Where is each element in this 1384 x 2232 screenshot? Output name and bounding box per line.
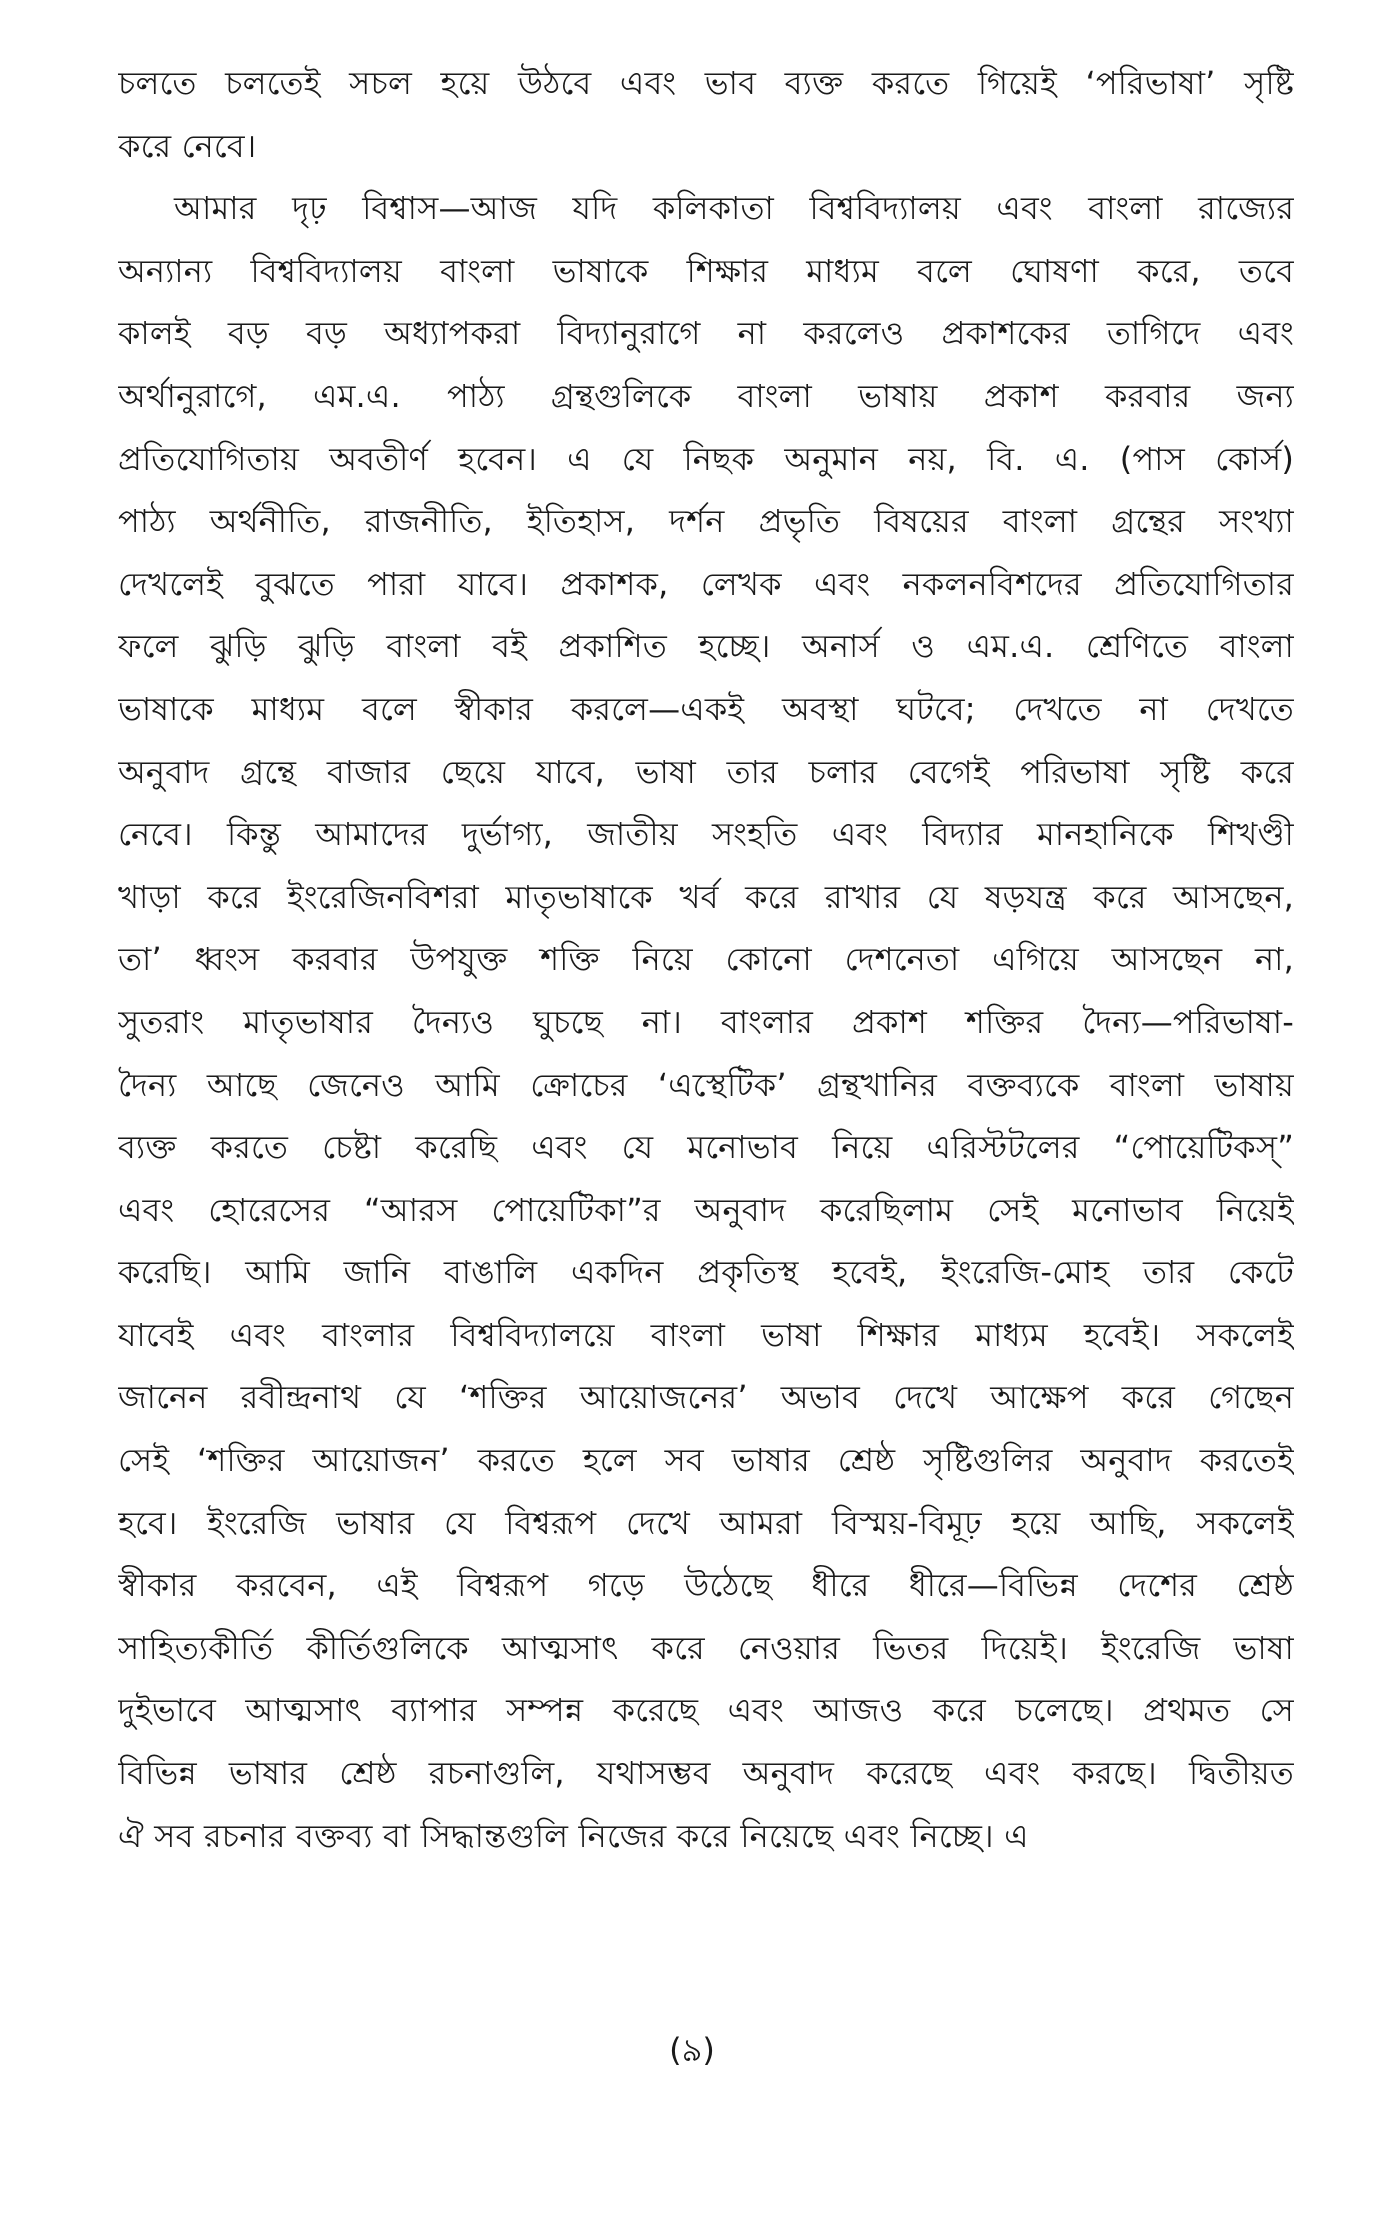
text-line: ঐ সব রচনার বক্তব্য বা সিদ্ধান্তগুলি নিজের করে নিয়েছে এবং নিচ্ছে। এ [118,1816,1029,1855]
text-line: প্রতিযোগিতায় অবতীর্ণ হবেন। এ যে নিছক অনুমান নয়, বি. এ. (পাস কোর্স) [118,439,1294,478]
text-line: দেখলেই বুঝতে পারা যাবে। প্রকাশক, লেখক এবং নকলনবিশদের প্রতিযোগিতার [118,564,1294,603]
text-line: বিভিন্ন ভাষার শ্রেষ্ঠ রচনাগুলি, যথাসম্ভব অনুবাদ করেছে এবং করছে। দ্বিতীয়ত [118,1754,1294,1793]
text-line: নেবে। কিন্তু আমাদের দুর্ভাগ্য, জাতীয় সংহতি এবং বিদ্যার মানহানিকে শিখণ্ডী [118,815,1294,854]
text-line: অর্থানুরাগে, এম.এ. পাঠ্য গ্রন্থগুলিকে বাংলা ভাষায় প্রকাশ করবার জন্য [118,376,1294,415]
text-line: ফলে ঝুড়ি ঝুড়ি বাংলা বই প্রকাশিত হচ্ছে। অনার্স ও এম.এ. শ্রেণিতে বাংলা [118,627,1294,666]
text-line: খাড়া করে ইংরেজিনবিশরা মাতৃভাষাকে খর্ব করে রাখার যে ষড়যন্ত্র করে আসছেন, [118,877,1294,916]
text-line: দৈন্য আছে জেনেও আমি ক্রোচের ‘এস্থেটিক’ গ্রন্থখানির বক্তব্যকে বাংলা ভাষায় [118,1065,1294,1104]
text-line: করেছি। আমি জানি বাঙালি একদিন প্রকৃতিস্থ হবেই, ইংরেজি-মোহ তার কেটে [118,1253,1294,1292]
text-line: সুতরাং মাতৃভাষার দৈন্যও ঘুচছে না। বাংলার প্রকাশ শক্তির দৈন্য—পরিভাষা- [118,1002,1294,1041]
text-line: এবং হোরেসের “আরস পোয়েটিকা”র অনুবাদ করেছিলাম সেই মনোভাব নিয়েই [118,1190,1294,1229]
text-line: কালই বড় বড় অধ্যাপকরা বিদ্যানুরাগে না করলেও প্রকাশকের তাগিদে এবং [118,314,1294,353]
text-line: অনুবাদ গ্রন্থে বাজার ছেয়ে যাবে, ভাষা তার চলার বেগেই পরিভাষা সৃষ্টি করে [118,752,1294,791]
text-line: জানেন রবীন্দ্রনাথ যে ‘শক্তির আয়োজনের’ অভাব দেখে আক্ষেপ করে গেছেন [118,1378,1294,1417]
text-line: আমার দৃঢ় বিশ্বাস—আজ যদি কলিকাতা বিশ্ববিদ্যালয় এবং বাংলা রাজ্যের [174,189,1294,228]
text-line: অন্যান্য বিশ্ববিদ্যালয় বাংলা ভাষাকে শিক্ষার মাধ্যম বলে ঘোষণা করে, তবে [118,251,1294,290]
text-line: ব্যক্ত করতে চেষ্টা করেছি এবং যে মনোভাব নিয়ে এরিস্টটলের “পোয়েটিকস্” [118,1128,1294,1167]
text-line: ভাষাকে মাধ্যম বলে স্বীকার করলে—একই অবস্থা ঘটবে; দেখতে না দেখতে [118,689,1294,728]
text-line: তা’ ধ্বংস করবার উপযুক্ত শক্তি নিয়ে কোনো দেশনেতা এগিয়ে আসছেন না, [118,940,1294,979]
text-line: স্বীকার করবেন, এই বিশ্বরূপ গড়ে উঠেছে ধীরে ধীরে—বিভিন্ন দেশের শ্রেষ্ঠ [118,1566,1294,1605]
text-line: দুইভাবে আত্মসাৎ ব্যাপার সম্পন্ন করেছে এবং আজও করে চলেছে। প্রথমত সে [118,1691,1294,1730]
text-line: পাঠ্য অর্থনীতি, রাজনীতি, ইতিহাস, দর্শন প্রভৃতি বিষয়ের বাংলা গ্রন্থের সংখ্যা [118,502,1294,541]
text-line: সেই ‘শক্তির আয়োজন’ করতে হলে সব ভাষার শ্রেষ্ঠ সৃষ্টিগুলির অনুবাদ করতেই [118,1441,1294,1480]
text-line: করে নেবে। [118,126,257,165]
text-line: সাহিত্যকীর্তি কীর্তিগুলিকে আত্মসাৎ করে নেওয়ার ভিতর দিয়েই। ইংরেজি ভাষা [118,1628,1294,1667]
text-line: হবে। ইংরেজি ভাষার যে বিশ্বরূপ দেখে আমরা বিস্ময়-বিমূঢ় হয়ে আছি, সকলেই [118,1503,1294,1542]
text-line: চলতে চলতেই সচল হয়ে উঠবে এবং ভাব ব্যক্ত করতে গিয়েই ‘পরিভাষা’ সৃষ্টি [118,64,1294,102]
page-number: (৯) [669,2031,715,2069]
text-line: যাবেই এবং বাংলার বিশ্ববিদ্যালয়ে বাংলা ভাষা শিক্ষার মাধ্যম হবেই। সকলেই [118,1315,1294,1354]
body-text [118,52,1294,1867]
